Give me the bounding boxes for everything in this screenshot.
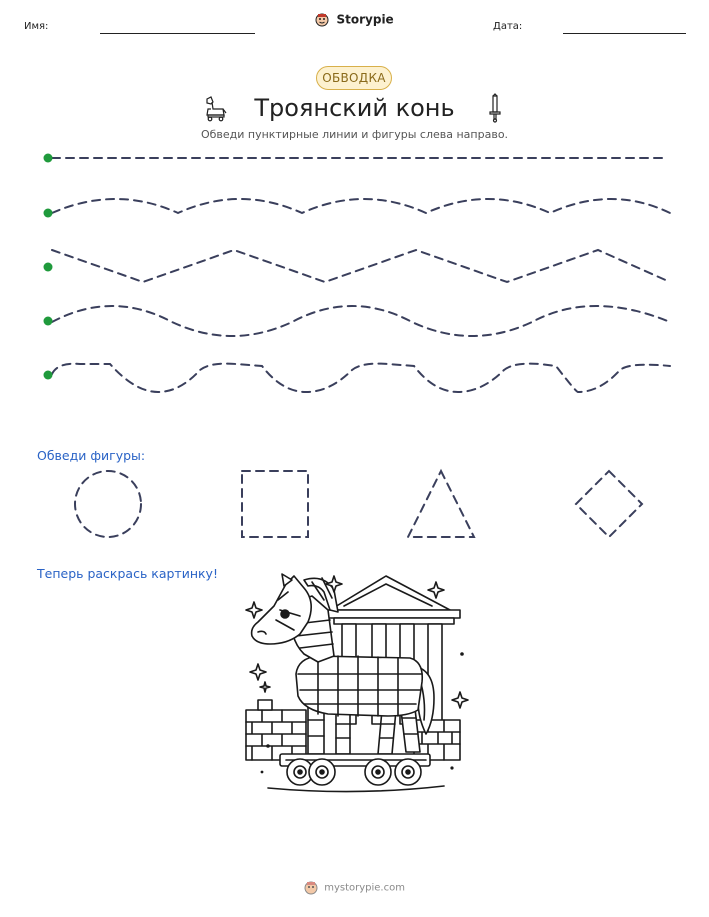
storypie-logo-icon — [315, 13, 329, 27]
trace-line-wave-3[interactable] — [52, 364, 670, 392]
trace-line-wave-2[interactable] — [52, 306, 670, 336]
page-title-row — [0, 93, 709, 123]
coloring-heading: Теперь раскрась картинку! — [37, 566, 218, 581]
brand-name: Storypie — [336, 12, 394, 27]
start-dot — [44, 154, 53, 163]
activity-badge: ОБВОДКА — [316, 66, 392, 90]
start-dot — [44, 263, 53, 272]
trace-line-wave-1[interactable] — [52, 199, 670, 213]
trojan-horse-icon — [199, 93, 229, 123]
sword-icon — [480, 93, 510, 123]
tracing-shapes — [0, 462, 709, 552]
instructions: Обведи пунктирные линии и фигуры слева направо. — [200, 128, 509, 141]
trace-square[interactable] — [242, 471, 308, 537]
storypie-logo-icon — [304, 881, 318, 895]
trace-circle[interactable] — [75, 471, 141, 537]
tracing-lines — [0, 140, 709, 400]
start-dot — [44, 209, 53, 218]
name-field-line[interactable] — [100, 33, 255, 34]
page-title: Троянский конь — [254, 94, 455, 122]
start-dot — [44, 317, 53, 326]
name-label: Имя: — [24, 21, 49, 32]
trace-diamond[interactable] — [576, 471, 642, 537]
footer-url[interactable]: mystorypie.com — [324, 882, 405, 894]
trojan-horse-coloring-picture[interactable] — [238, 570, 472, 795]
trace-triangle[interactable] — [408, 471, 474, 537]
brand — [0, 12, 709, 27]
trace-line-zigzag[interactable] — [52, 250, 670, 282]
shapes-heading: Обведи фигуры: — [37, 448, 146, 463]
footer — [0, 881, 709, 895]
date-label: Дата: — [493, 21, 523, 32]
date-field-line[interactable] — [563, 33, 686, 34]
start-dot — [44, 371, 53, 380]
